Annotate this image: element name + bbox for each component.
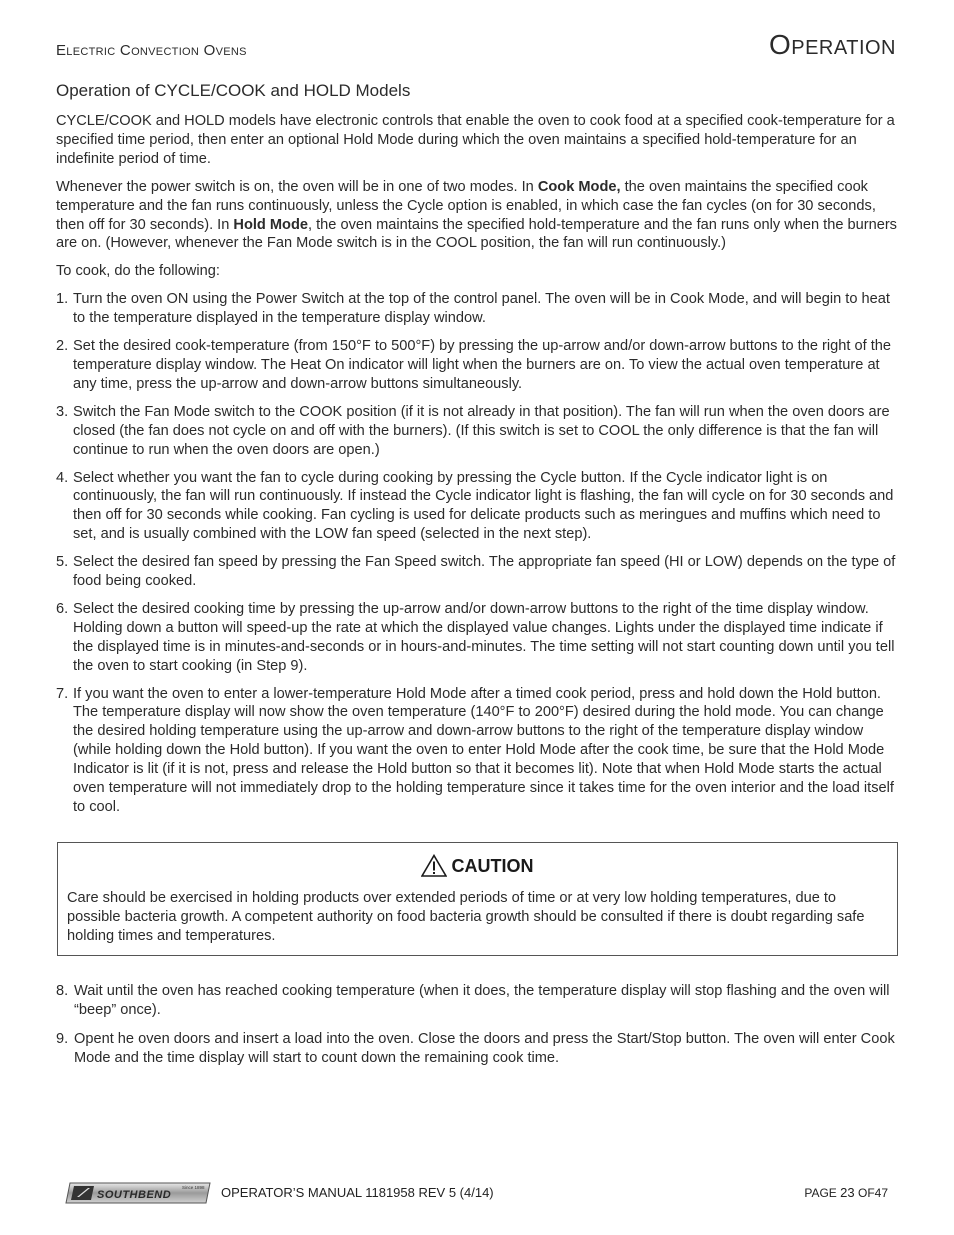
logo-text: SOUTHBEND	[97, 1189, 172, 1201]
step-text: Turn the oven ON using the Power Switch at the top of the control panel. The oven will be in Cook Mode, and will begin to heat to the temperature displayed in the temperature display window.	[73, 291, 890, 327]
step-number: 5.	[56, 554, 69, 571]
step-text: Set the desired cook-temperature (from 150°F to 500°F) by pressing the up-arrow and/or down-arrow buttons to the right of the temperature display window. The Heat On indicator will light when the burners are on. To view the actual oven temperature at any time, press the up-arrow and down-arrow buttons simultaneously.	[73, 338, 891, 392]
step-number: 2.	[56, 338, 69, 355]
step-item	[56, 337, 898, 394]
step-number: 3.	[56, 403, 69, 420]
steps-list-continued	[56, 982, 898, 1069]
running-header-chapter: Operation	[768, 29, 896, 60]
modes-paragraph	[56, 178, 898, 254]
page-content	[56, 80, 898, 1079]
step-item	[56, 290, 898, 328]
warning-triangle-icon	[421, 854, 447, 877]
step-text: Select the desired cooking time by pressing the up-arrow and/or down-arrow buttons to the right of the time display window. Holding down a button will speed-up the rate at which the displayed value changes. Lights under the displayed time indicate if the displayed time is in minutes-and-seconds or in hours-and-minutes. The time setting will not start counting down until you tell the oven to start cooking (in Step 9).	[73, 600, 895, 674]
caution-title: CAUTION	[451, 855, 534, 876]
modes-text-2: the oven maintains the specified cook temperature and the fan runs continuously, unless the Cycle option is enabled, in which case the fan cycles (on for 30 seconds, then off for 30 seconds). In	[56, 178, 876, 233]
step-text: If you want the oven to enter a lower-temperature Hold Mode after a timed cook period, press and hold down the Hold button. The temperature display will now show the oven temperature (140°F to 200°F) desired during the hold mode. You can change the desired holding temperature using the up-arrow and down-arrow buttons to the right of the temperature display window (while holding down the Hold button). If you want the oven to enter Hold Mode after the cook time, be sure that the Hold Mode Indicator is lit (if it is not, press and release the Hold button so that it becomes lit). Note that when Hold Mode starts the actual oven temperature will not immediately drop to the holding temperature since it takes time for the oven interior and the load itself to cool.	[73, 685, 894, 815]
page-label: PAGE	[804, 1186, 837, 1200]
step-text: Switch the Fan Mode switch to the COOK position (if it is not already in that position). The fan will run when the oven doors are closed (the fan does not cycle on and off with the burners). (If this switch is set to COOL the only difference is that the fan will continue to run when the oven doors are open.)	[73, 403, 890, 458]
step-item	[56, 469, 898, 545]
step-number: 7.	[56, 685, 69, 702]
southbend-logo-graphic	[64, 1182, 212, 1204]
step-item	[56, 685, 898, 817]
running-header-section: Electric Convection Ovens	[56, 42, 247, 59]
southbend-logo	[64, 1182, 212, 1209]
step-text: Opent he oven doors and insert a load into the oven. Close the doors and press the Start/Stop button. The oven will enter Cook Mode and the time display will start to count down the remaining cook time.	[74, 1031, 895, 1067]
step-number: 1.	[56, 291, 69, 308]
caution-heading	[67, 853, 887, 879]
step-item	[56, 982, 898, 1020]
instructions-lead: To cook, do the following:	[56, 263, 220, 280]
cook-mode-term: Cook Mode,	[537, 178, 621, 195]
step-item	[56, 1030, 898, 1068]
step-item	[56, 553, 898, 591]
step-number: 6.	[56, 600, 69, 617]
page-num: 23	[840, 1185, 855, 1200]
step-number: 9.	[56, 1031, 69, 1048]
page-of: OF47	[857, 1186, 888, 1200]
logo-since: Since 1898	[182, 1185, 205, 1190]
footer-page-number	[804, 1185, 888, 1200]
section-title: Operation of CYCLE/COOK and HOLD Models	[56, 81, 411, 100]
step-number: 8.	[56, 982, 69, 999]
step-text: Wait until the oven has reached cooking temperature (when it does, the temperature display will stop flashing and the oven will “beep” once).	[74, 982, 890, 1018]
step-item	[56, 600, 898, 676]
step-item	[56, 403, 898, 460]
modes-text-3: , the oven maintains the specified hold-temperature and the fan runs only when the burners are on. (However, whenever the Fan Mode switch is in the COOL position, the fan will run continuously.)	[56, 216, 897, 252]
footer-manual-id: OPERATOR’S MANUAL 1181958 REV 5 (4/14)	[221, 1185, 494, 1200]
steps-list	[56, 290, 898, 817]
step-text: Select the desired fan speed by pressing the Fan Speed switch. The appropriate fan speed (HI or LOW) depends on the type of food being cooked.	[73, 554, 896, 590]
caution-text: Care should be exercised in holding products over extended periods of time or at very low holding temperatures, due to possible bacteria growth. A competent authority on food bacteria growth should be consulted if there is doubt regarding safe holding times and temperatures.	[67, 889, 865, 944]
modes-text-1: Whenever the power switch is on, the oven will be in one of two modes. In	[56, 178, 538, 195]
caution-box	[57, 842, 898, 956]
hold-mode-term: Hold Mode	[233, 216, 308, 233]
step-text: Select whether you want the fan to cycle during cooking by pressing the Cycle button. If the Cycle indicator light is on continuously, the fan will run continuously. If instead the Cycle indicator light is flashing, the fan will cycle on for 30 seconds and then off for 30 seconds while cooking. Fan cycling is used for delicate products such as meringues and muffins which need to set, and is usually combined with the LOW fan speed (selected in the next step).	[73, 469, 894, 543]
intro-paragraph: CYCLE/COOK and HOLD models have electronic controls that enable the oven to cook food at a specified cook-temperature for a specified time period, then enter an optional Hold Mode during which the oven maintains a specified hold-temperature for an indefinite period of time.	[56, 113, 895, 167]
step-number: 4.	[56, 469, 69, 486]
